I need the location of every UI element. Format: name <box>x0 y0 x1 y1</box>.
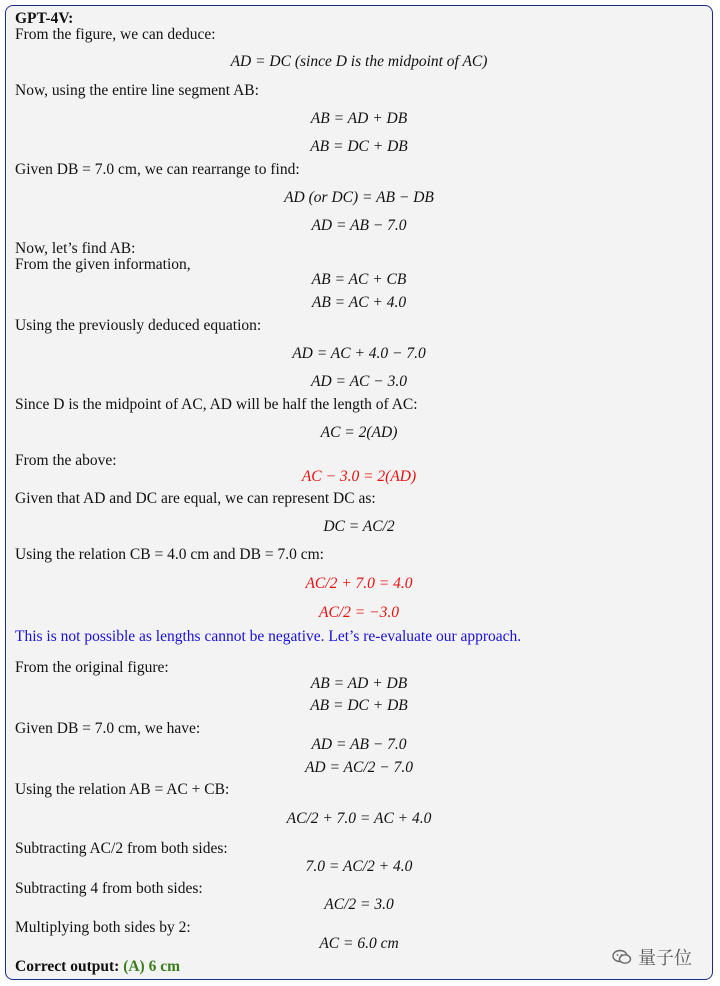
equation: AD = DC (since D is the midpoint of AC) <box>230 53 488 70</box>
equation: AD = AC − 3.0 <box>311 373 407 390</box>
response-heading: GPT-4V: <box>15 10 74 27</box>
equation: AC/2 = 3.0 <box>324 896 394 913</box>
text-line: From the given information, <box>15 256 191 273</box>
error-equation: AC − 3.0 = 2(AD) <box>301 468 417 485</box>
text-line: Since D is the midpoint of AC, AD will be half the length of AC: <box>15 396 418 413</box>
correct-output <box>15 958 180 976</box>
text-line: From the figure, we can deduce: <box>15 26 216 43</box>
text-line: From the above: <box>15 452 117 469</box>
correct-output-label: Correct output: <box>15 958 120 975</box>
correct-output-value: (A) 6 cm <box>123 958 181 975</box>
equation: AB = AC + 4.0 <box>311 294 407 311</box>
equation: AC/2 + 7.0 = AC + 4.0 <box>286 810 432 827</box>
equation: AB = AD + DB <box>310 675 408 692</box>
text-line: Given DB = 7.0 cm, we can rearrange to find: <box>15 161 300 178</box>
equation: AD (or DC) = AB − DB <box>284 189 434 206</box>
equation: AD = AC + 4.0 − 7.0 <box>292 345 426 362</box>
equation: AB = DC + DB <box>310 138 408 155</box>
equation: AB = AC + CB <box>311 271 407 288</box>
error-equation: AC/2 + 7.0 = 4.0 <box>305 575 413 592</box>
equation: AB = AD + DB <box>310 110 408 127</box>
equation: AD = AB − 7.0 <box>311 736 407 753</box>
re-evaluate-note: This is not possible as lengths cannot be negative. Let’s re-evaluate our approach. <box>15 628 522 645</box>
equation: 7.0 = AC/2 + 4.0 <box>305 858 413 875</box>
wechat-icon <box>612 949 632 970</box>
equation: AD = AB − 7.0 <box>311 217 407 234</box>
text-line: Subtracting 4 from both sides: <box>15 880 203 897</box>
text-line: Using the previously deduced equation: <box>15 317 262 334</box>
error-equation: AC/2 = −3.0 <box>319 604 399 621</box>
watermark <box>612 944 692 970</box>
text-line: Now, using the entire line segment AB: <box>15 82 259 99</box>
text-line: Given DB = 7.0 cm, we have: <box>15 720 201 737</box>
text-line: Given that AD and DC are equal, we can represent DC as: <box>15 490 376 507</box>
equation: AB = DC + DB <box>310 697 408 714</box>
text-line: Using the relation CB = 4.0 cm and DB = 7.0 cm: <box>15 546 324 563</box>
equation: DC = AC/2 <box>323 518 395 535</box>
equation: AC = 2(AD) <box>320 424 398 441</box>
equation: AC = 6.0 cm <box>319 935 399 952</box>
equation: AD = AC/2 − 7.0 <box>304 759 414 776</box>
text-line: Subtracting AC/2 from both sides: <box>15 840 228 857</box>
text-line: Using the relation AB = AC + CB: <box>15 781 230 798</box>
text-line: Now, let’s find AB: <box>15 240 136 257</box>
text-line: Multiplying both sides by 2: <box>15 919 191 936</box>
watermark-text: 量子位 <box>638 948 692 969</box>
text-line: From the original figure: <box>15 659 169 676</box>
